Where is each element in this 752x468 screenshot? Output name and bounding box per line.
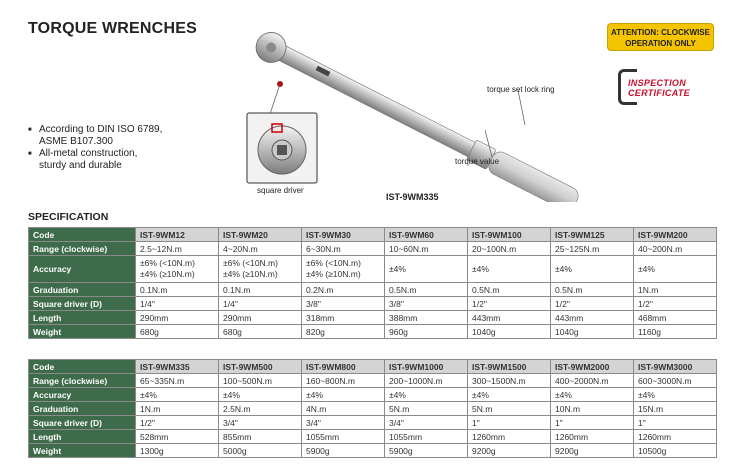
table-cell: ±4%: [302, 388, 385, 402]
table-cell: 0.5N.m: [551, 283, 634, 297]
table-cell: ±4%: [468, 256, 551, 283]
table-cell: 1N.m: [634, 283, 717, 297]
inspection-certificate-logo: [618, 69, 718, 107]
table-cell: 1/4": [136, 297, 219, 311]
table-cell: 3/8": [302, 297, 385, 311]
table-cell: 160~800N.m: [302, 374, 385, 388]
table-cell: 820g: [302, 325, 385, 339]
table-cell: 1": [634, 416, 717, 430]
table-row: [29, 388, 717, 402]
table-cell: 2.5N.m: [219, 402, 302, 416]
page-title: TORQUE WRENCHES: [28, 20, 197, 37]
table-row: [29, 242, 717, 256]
table-cell: 1/4": [219, 297, 302, 311]
table-row: [29, 416, 717, 430]
spec-table-2: [28, 359, 717, 458]
table-cell: 960g: [385, 325, 468, 339]
table-row: [29, 360, 717, 374]
table-cell: 1/2": [634, 297, 717, 311]
table-cell: ±4%: [551, 388, 634, 402]
spec-table-1: [28, 227, 717, 339]
specification-heading: SPECIFICATION: [28, 211, 109, 223]
callout-torque-value: torque value: [455, 157, 500, 166]
table-row: [29, 402, 717, 416]
table-cell: 5000g: [219, 444, 302, 458]
table-cell: [302, 256, 385, 283]
row-label: Length: [29, 430, 136, 444]
table-cell: 1260mm: [551, 430, 634, 444]
feature-item: [28, 124, 162, 148]
row-label: Weight: [29, 325, 136, 339]
table-cell: IST-9WM100: [468, 228, 551, 242]
table-cell: IST-9WM60: [385, 228, 468, 242]
table-cell: 528mm: [136, 430, 219, 444]
table-cell: 15N.m: [634, 402, 717, 416]
table-cell: 1": [551, 416, 634, 430]
feature-list: [28, 124, 162, 172]
table-cell: 1040g: [468, 325, 551, 339]
table-cell: 10500g: [634, 444, 717, 458]
row-label: Code: [29, 228, 136, 242]
accuracy-line: ±4% (≥10N.m): [223, 269, 278, 279]
table-cell: IST-9WM3000: [634, 360, 717, 374]
callout-square-driver: square driver: [257, 186, 304, 195]
feature-text: ■ All-metal construction,: [39, 148, 138, 159]
table-cell: 3/4": [385, 416, 468, 430]
table-cell: IST-9WM2000: [551, 360, 634, 374]
table-cell: 3/4": [219, 416, 302, 430]
table-cell: ±4%: [385, 388, 468, 402]
table-cell: 4N.m: [302, 402, 385, 416]
table-row: [29, 283, 717, 297]
row-label: Accuracy: [29, 388, 136, 402]
accuracy-line: ±4% (≥10N.m): [140, 269, 195, 279]
table-cell: 5N.m: [468, 402, 551, 416]
table-cell: 1N.m: [136, 402, 219, 416]
table-cell: 680g: [219, 325, 302, 339]
table-cell: 318mm: [302, 311, 385, 325]
table-cell: IST-9WM200: [634, 228, 717, 242]
table-cell: 0.5N.m: [385, 283, 468, 297]
table-cell: 1": [468, 416, 551, 430]
table-cell: 65~335N.m: [136, 374, 219, 388]
table-row: [29, 297, 717, 311]
table-cell: 388mm: [385, 311, 468, 325]
table-row: [29, 430, 717, 444]
table-cell: 1/2": [468, 297, 551, 311]
table-cell: 200~1000N.m: [385, 374, 468, 388]
row-label: Weight: [29, 444, 136, 458]
table-cell: 468mm: [634, 311, 717, 325]
row-label: Accuracy: [29, 256, 136, 283]
table-cell: IST-9WM30: [302, 228, 385, 242]
table-cell: ±4%: [136, 388, 219, 402]
table-cell: [219, 256, 302, 283]
table-cell: 5N.m: [385, 402, 468, 416]
table-cell: 443mm: [468, 311, 551, 325]
table-cell: 1260mm: [634, 430, 717, 444]
table-cell: 290mm: [136, 311, 219, 325]
square-driver-inset: [246, 112, 318, 184]
table-row: [29, 228, 717, 242]
table-row: [29, 444, 717, 458]
table-cell: 600~3000N.m: [634, 374, 717, 388]
table-cell: 6~30N.m: [302, 242, 385, 256]
table-cell: IST-9WM125: [551, 228, 634, 242]
table-cell: 1040g: [551, 325, 634, 339]
table-cell: 3/8": [385, 297, 468, 311]
table-cell: 9200g: [468, 444, 551, 458]
feature-text: sturdy and durable: [39, 160, 122, 171]
row-label: Graduation: [29, 402, 136, 416]
tool-model-label: IST-9WM335: [386, 192, 439, 202]
accuracy-line: ±6% (<10N.m): [306, 258, 361, 268]
table-cell: 0.2N.m: [302, 283, 385, 297]
table-cell: ±4%: [634, 256, 717, 283]
table-cell: 1260mm: [468, 430, 551, 444]
table-cell: ±4%: [634, 388, 717, 402]
table-cell: IST-9WM500: [219, 360, 302, 374]
attention-line-2: OPERATION ONLY: [625, 39, 696, 48]
table-cell: [136, 256, 219, 283]
table-cell: 0.5N.m: [468, 283, 551, 297]
table-cell: 5900g: [302, 444, 385, 458]
table-cell: 5900g: [385, 444, 468, 458]
table-cell: IST-9WM335: [136, 360, 219, 374]
attention-badge: [607, 23, 714, 51]
table-cell: 3/4": [302, 416, 385, 430]
row-label: Square driver (D): [29, 416, 136, 430]
row-label: Range (clockwise): [29, 242, 136, 256]
table-cell: IST-9WM1000: [385, 360, 468, 374]
table-cell: 300~1500N.m: [468, 374, 551, 388]
row-label: Range (clockwise): [29, 374, 136, 388]
table-cell: 0.1N.m: [136, 283, 219, 297]
table-cell: ±4%: [551, 256, 634, 283]
table-row: [29, 311, 717, 325]
table-cell: ±4%: [468, 388, 551, 402]
accuracy-line: ±6% (<10N.m): [140, 258, 195, 268]
table-cell: 4~20N.m: [219, 242, 302, 256]
table-cell: ±4%: [219, 388, 302, 402]
table-cell: 1055mm: [302, 430, 385, 444]
table-row: [29, 256, 717, 283]
table-cell: 1160g: [634, 325, 717, 339]
row-label: Square driver (D): [29, 297, 136, 311]
feature-text: ASME B107.300: [39, 136, 113, 147]
accuracy-line: ±6% (<10N.m): [223, 258, 278, 268]
table-cell: 400~2000N.m: [551, 374, 634, 388]
accuracy-line: ±4% (≥10N.m): [306, 269, 361, 279]
table-cell: 1300g: [136, 444, 219, 458]
table-cell: IST-9WM800: [302, 360, 385, 374]
table-cell: 0.1N.m: [219, 283, 302, 297]
table-cell: 1055mm: [385, 430, 468, 444]
table-row: [29, 325, 717, 339]
table-cell: 290mm: [219, 311, 302, 325]
row-label: Length: [29, 311, 136, 325]
table-cell: ±4%: [385, 256, 468, 283]
table-cell: 10N.m: [551, 402, 634, 416]
certificate-text: CERTIFICATE: [628, 88, 690, 98]
table-cell: IST-9WM20: [219, 228, 302, 242]
table-cell: 680g: [136, 325, 219, 339]
table-cell: 20~100N.m: [468, 242, 551, 256]
table-cell: 1/2": [136, 416, 219, 430]
table-cell: 10~60N.m: [385, 242, 468, 256]
feature-text: ■ According to DIN ISO 6789,: [39, 124, 163, 135]
table-cell: 40~200N.m: [634, 242, 717, 256]
table-cell: IST-9WM1500: [468, 360, 551, 374]
table-cell: 100~500N.m: [219, 374, 302, 388]
table-cell: IST-9WM12: [136, 228, 219, 242]
row-label: Code: [29, 360, 136, 374]
attention-line-1: ATTENTION: CLOCKWISE: [611, 28, 710, 37]
table-cell: 1/2": [551, 297, 634, 311]
feature-item: [28, 148, 162, 172]
table-cell: 25~125N.m: [551, 242, 634, 256]
table-row: [29, 374, 717, 388]
inspection-text: INSPECTION: [628, 78, 687, 88]
table-cell: 855mm: [219, 430, 302, 444]
callout-lock-ring: torque set lock ring: [487, 85, 555, 94]
table-cell: 9200g: [551, 444, 634, 458]
table-cell: 443mm: [551, 311, 634, 325]
table-cell: 2.5~12N.m: [136, 242, 219, 256]
row-label: Graduation: [29, 283, 136, 297]
